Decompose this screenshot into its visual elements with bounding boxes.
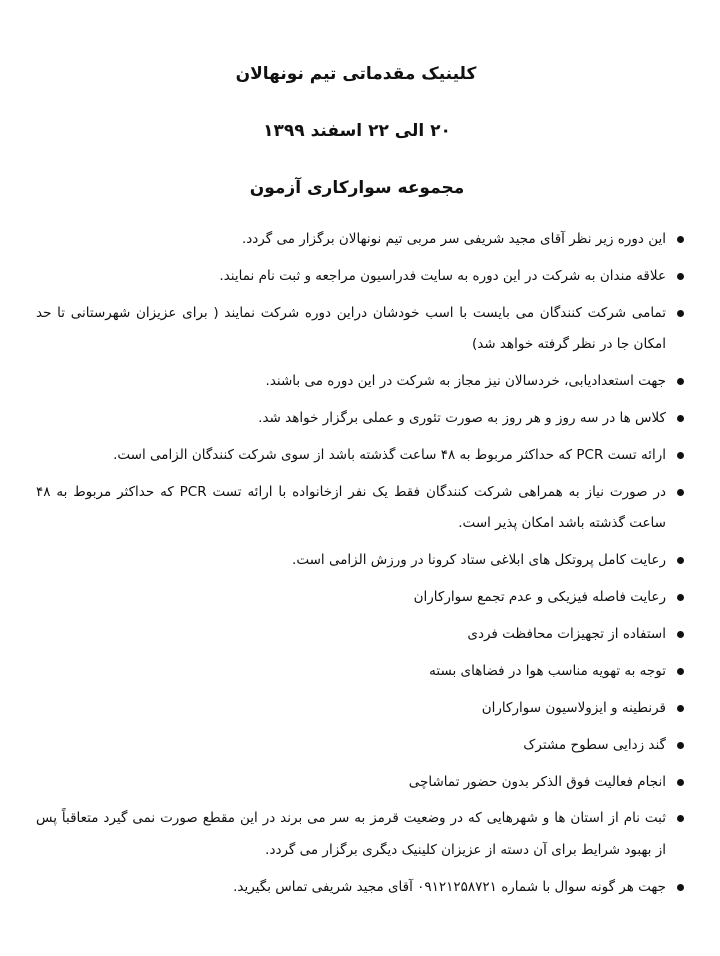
bullet-icon <box>677 236 684 243</box>
bullet-icon <box>677 489 684 496</box>
list-item <box>36 366 684 398</box>
bullet-icon <box>677 378 684 385</box>
bullet-icon <box>677 668 684 675</box>
bullet-icon <box>677 415 684 422</box>
event-date: ۲۰ الی ۲۲ اسفند ۱۳۹۹ <box>263 121 451 141</box>
list-item-text: کلاس ها در سه روز و هر روز به صورت تئوری و عملی برگزار خواهد شد. <box>258 410 666 427</box>
list-item <box>36 261 684 293</box>
list-item <box>36 693 684 725</box>
bullet-icon <box>677 884 684 891</box>
list-item <box>36 730 684 762</box>
bullet-icon <box>677 594 684 601</box>
list-item <box>36 803 684 866</box>
bullet-icon <box>677 705 684 712</box>
list-item-text: توجه به تهویه مناسب هوا در فضاهای بسته <box>429 662 666 679</box>
list-item-text: جهت هر گونه سوال با شماره ۰۹۱۲۱۲۵۸۷۲۱ آقای مجید شریفی تماس بگیرید. <box>233 878 666 895</box>
list-item <box>36 582 684 614</box>
list-item <box>36 872 684 904</box>
list-item <box>36 545 684 577</box>
list-item-text: این دوره زیر نظر آقای مجید شریفی سر مربی تیم نونهالان برگزار می گردد. <box>241 231 666 247</box>
list-item-text: گند زدایی سطوح مشترک <box>523 736 666 753</box>
list-item-text: در صورت نیاز به همراهی شرکت کنندگان فقط یک نفر ازخانواده با ارائه تست PCR که حداکثر مربوط به ۴۸ ساعت گذشته باشد امکان پذیر است. <box>36 483 666 532</box>
bullet-icon <box>677 273 684 280</box>
bullet-icon <box>677 557 684 564</box>
bullet-icon <box>677 310 684 317</box>
list-item <box>36 224 684 256</box>
document-title: کلینیک مقدماتی تیم نونهالان <box>235 64 477 84</box>
bullet-icon <box>677 452 684 459</box>
list-item <box>36 656 684 688</box>
list-item <box>36 619 684 651</box>
rules-list <box>36 224 684 909</box>
venue-title: مجموعه سوارکاری آزمون <box>249 178 465 198</box>
list-item <box>36 440 684 472</box>
list-item-text: تمامی شرکت کنندگان می بایست با اسب خودشان دراین دوره شرکت نمایند ( برای عزیزان شهرستانی تا حد امکان جا در نظر گرفته خواهد شد) <box>36 304 666 353</box>
bullet-icon <box>677 742 684 749</box>
bullet-icon <box>677 779 684 786</box>
list-item <box>36 298 684 361</box>
list-item-text: علاقه مندان به شرکت در این دوره به سایت فدراسیون مراجعه و ثبت نام نمایند. <box>219 267 666 284</box>
list-item-text: انجام فعالیت فوق الذکر بدون حضور تماشاچی <box>408 773 666 790</box>
list-item-text: استفاده از تجهیزات محافظت فردی <box>467 626 666 643</box>
list-item <box>36 477 684 540</box>
list-item <box>36 767 684 799</box>
list-item-text: رعایت کامل پروتکل های ابلاغی ستاد کرونا در ورزش الزامی است. <box>292 552 666 569</box>
list-item-text: رعایت فاصله فیزیکی و عدم تجمع سوارکاران <box>413 589 666 606</box>
bullet-icon <box>677 631 684 638</box>
list-item-text: قرنطینه و ایزولاسیون سوارکاران <box>481 699 666 716</box>
list-item <box>36 403 684 435</box>
list-item-text: ارائه تست PCR که حداکثر مربوط به ۴۸ ساعت گذشته باشد از سوی شرکت کنندگان الزامی است. <box>113 446 666 463</box>
list-item-text: ثبت نام از استان ها و شهرهایی که در وضعیت قرمز به سر می برند در این مقطع صورت نمی گیرد متعاقباً پس از بهبود شرایط برای آن دسته از عزیزان کلینیک دیگری برگزار می گردد. <box>36 810 666 858</box>
list-item-text: جهت استعدادیابی، خردسالان نیز مجاز به شرکت در این دوره می باشند. <box>265 373 666 390</box>
bullet-icon <box>677 815 684 822</box>
